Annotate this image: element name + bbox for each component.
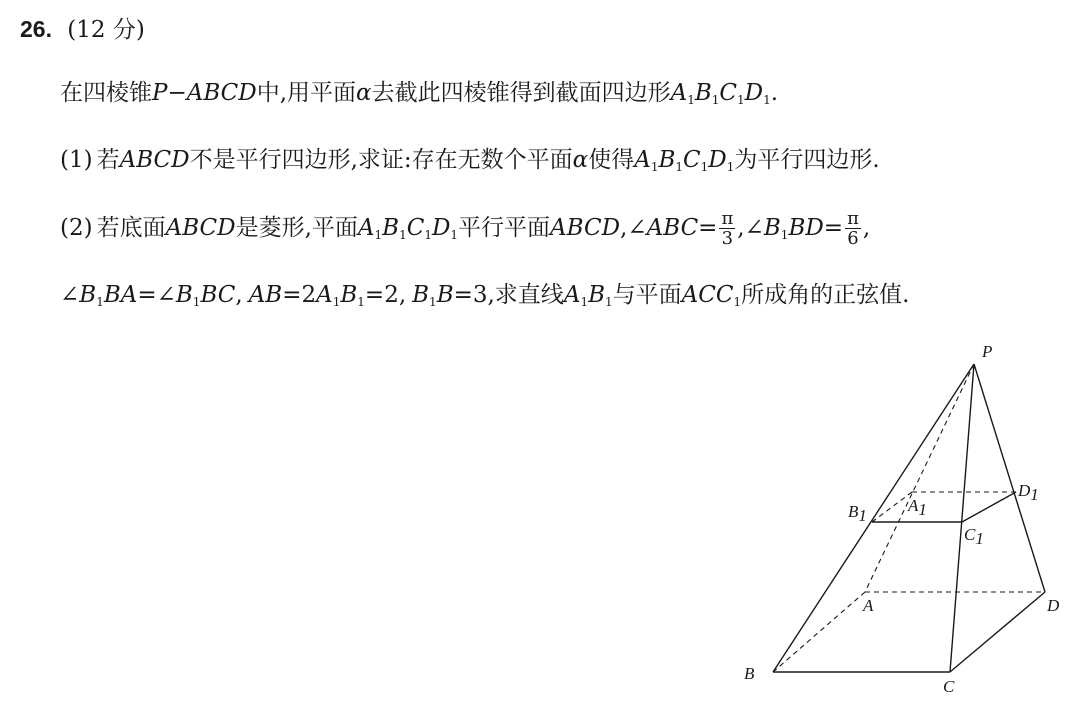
part-3-text: , [235, 282, 243, 308]
part-1-text: 若 [96, 147, 120, 173]
equals-sign: = [698, 215, 718, 241]
intro-text: 在四棱锥 [60, 80, 152, 106]
section-quad: $A_1B_1C_1D_1$ [634, 147, 735, 174]
part-3-text: 与平面 [612, 282, 682, 308]
edge-cd [950, 592, 1045, 672]
intro-text: 中,用平面 [256, 80, 357, 106]
part-1-text: 不是平行四边形,求证:存在无数个平面 [189, 147, 573, 173]
part-3-text: =2 [282, 282, 317, 308]
pyramid-name: P−ABCD [152, 80, 257, 106]
part-2-text: 平行平面 [458, 215, 551, 241]
equals-sign: = [823, 215, 844, 241]
label-a1: A1 [908, 496, 927, 519]
plane-acc1: $ACC_1$ [681, 282, 742, 309]
part-2-text: 是菱形,平面 [235, 215, 358, 241]
edge-pb [773, 364, 974, 672]
part-3-text: =2, [364, 282, 407, 308]
plane-alpha: α [356, 80, 372, 106]
line-a1b1: $A_1B_1$ [563, 282, 613, 309]
base-abcd: ABCD [165, 215, 236, 241]
edge-a1b1 [872, 492, 912, 522]
label-c: C [943, 677, 955, 696]
angle-symbol: ,∠ [620, 215, 647, 241]
part-1-text: 使得 [588, 147, 635, 173]
plane-alpha: α [572, 147, 589, 173]
part-1-text: 为平行四边形. [734, 147, 880, 173]
section-quad: $A_1B_1C_1D_1$ [670, 80, 771, 107]
edge-pd [974, 364, 1045, 592]
label-a: A [863, 596, 874, 615]
segment-b1b: $B_1B$ [412, 282, 454, 309]
angle-symbol: ,∠ [737, 215, 764, 241]
base-abcd: ABCD [550, 215, 621, 241]
problem-number: 26. [20, 16, 52, 42]
intro-text: 去截此四棱锥得到截面四边形 [371, 80, 671, 106]
section-quad: $A_1B_1C_1D_1$ [357, 215, 459, 242]
part-2-text: 若底面 [96, 215, 166, 241]
fraction-pi-over-3: $\frac{\pi}{3}$ [721, 208, 734, 249]
angle-symbol: ∠ [60, 282, 80, 308]
fraction-pi-over-6: $\frac{\pi}{6}$ [847, 208, 859, 249]
part-2-label: (2) [60, 215, 93, 241]
base-abcd: ABCD [119, 147, 190, 173]
part-1-label: (1) [60, 147, 93, 173]
segment-a1b1: $A_1B_1$ [316, 282, 365, 309]
label-p: P [982, 342, 993, 361]
angle-symbol: =∠ [137, 282, 176, 308]
label-d1: D1 [1018, 481, 1039, 504]
edge-ab [773, 592, 865, 672]
label-c1: C1 [964, 525, 984, 548]
problem-score: (12 分) [67, 17, 145, 43]
edge-pa [865, 364, 974, 592]
angle-b1ba: $B_1BA$ [79, 282, 138, 309]
part-3-text: 所成角的正弦值. [741, 282, 910, 308]
angle-abc: ABC [646, 215, 699, 241]
angle-b1bd: $B_1BD$ [763, 215, 824, 242]
angle-b1bc: $B_1BC$ [175, 282, 236, 309]
label-b1: B1 [848, 502, 867, 525]
solid-edges [773, 364, 1045, 672]
segment-ab: AB [248, 282, 283, 308]
label-b: B [744, 664, 755, 683]
part-3-text: =3,求直线 [453, 282, 564, 308]
intro-text: . [770, 80, 779, 106]
edge-c1d1 [962, 492, 1016, 522]
part-2-text: , [862, 215, 871, 241]
label-d: D [1047, 596, 1060, 615]
